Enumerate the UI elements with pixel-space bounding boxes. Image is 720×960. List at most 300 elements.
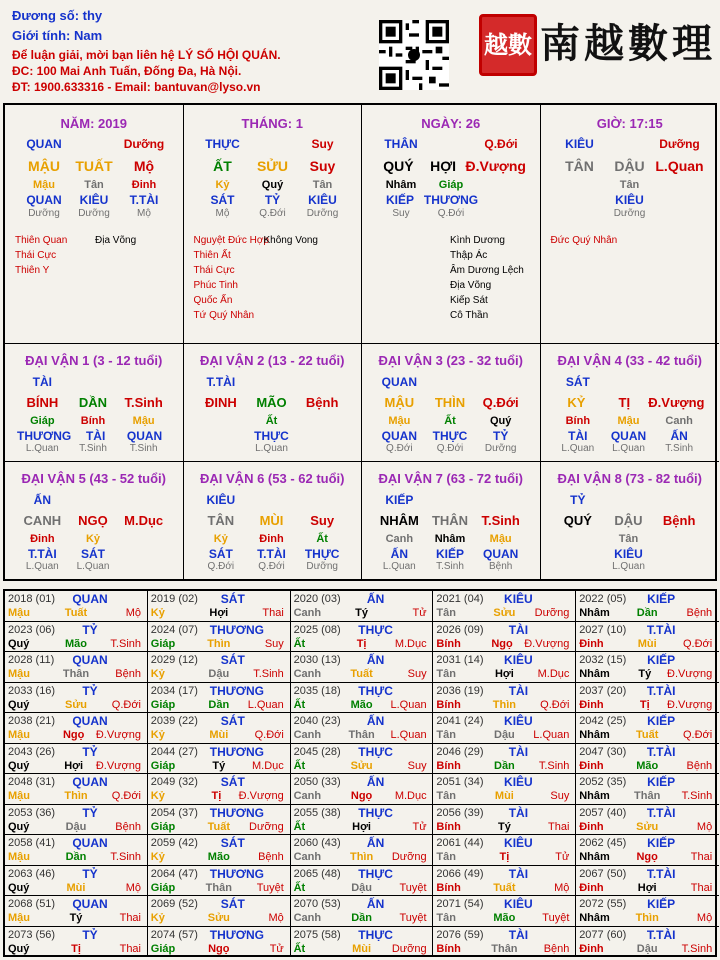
year-branch: Sửu: [350, 759, 373, 772]
year-cell: [5, 713, 148, 744]
year-ten-god: TỶ: [82, 622, 98, 637]
year-cell: [433, 591, 576, 622]
pillar-hidden-gods-cell: T.TÀI: [129, 193, 159, 207]
year-pillar: [293, 912, 431, 924]
year-branch: Dậu: [351, 881, 372, 894]
dai-van-title: ĐẠI VẬN 3 (23 - 32 tuổi): [378, 353, 523, 368]
year-branch: Tuất: [207, 820, 230, 833]
year-life-stage: Mộ: [696, 912, 713, 924]
year-branch: Mùi: [209, 729, 229, 741]
year-branch: Thìn: [635, 912, 659, 924]
star-item: Địa Võng: [95, 235, 137, 246]
dai-van-stem-god-cell: [603, 493, 654, 507]
year-life-stage: Q.Đới: [682, 729, 713, 741]
year-stem: Ất: [293, 820, 306, 833]
pillar-life-stage: [19, 208, 169, 219]
year-branch: Mão: [207, 851, 230, 863]
year-life-stage: Đ.Vượng: [95, 729, 141, 741]
year-cell: [5, 683, 148, 714]
year-ten-god: TỶ: [82, 927, 98, 942]
year-branch: Thìn: [64, 790, 88, 802]
dai-van-life-stage-cell: L.Quan: [561, 443, 595, 454]
year-cell: [5, 896, 148, 927]
dai-van-title: ĐẠI VẬN 1 (3 - 12 tuổi): [25, 353, 163, 368]
annual-luck-table: [3, 589, 717, 957]
year-branch: Thân: [634, 790, 661, 802]
pillar-stem-branch-cell: HỢI: [430, 158, 457, 174]
year-cell: [433, 713, 576, 744]
year-ten-god: ẤN: [366, 775, 385, 789]
dai-van-stem-god: [374, 375, 526, 389]
dai-van-stem-branch-cell: Bệnh: [305, 395, 339, 410]
dai-van-hidden-gods-cell: [297, 429, 348, 443]
year-life-stage: Đ.Vượng: [667, 668, 713, 680]
year-pillar: [150, 912, 288, 924]
pillar-life-stage: [376, 208, 526, 219]
year-pillar: [578, 760, 716, 772]
pillar-life-stage-cell: [555, 208, 605, 219]
year-life-stage: Dưỡng: [391, 851, 427, 863]
dai-van-hidden-gods-cell: QUAN: [381, 429, 417, 443]
pillar-stem-god-cell: Dưỡng: [659, 137, 700, 151]
year-pillar: [578, 851, 716, 863]
year-pillar: [7, 699, 145, 711]
year-branch: Ngọ: [636, 851, 658, 863]
year-life-stage: Q.Đới: [682, 637, 713, 650]
dai-van-hidden-gods: [196, 547, 348, 561]
dai-van-3: [362, 344, 541, 462]
year-pillar: [150, 821, 288, 833]
year-stem: Ất: [293, 759, 306, 772]
pillar-stem-branch: [555, 158, 705, 174]
year-life-stage: T.Sinh: [681, 942, 713, 955]
year-life-stage: Bệnh: [115, 820, 141, 833]
star-item: Quốc Ấn: [193, 295, 233, 306]
year-stem: Đinh: [579, 942, 604, 955]
dai-van-life-stage-cell: L.Quan: [612, 561, 645, 572]
year-label: 2049 (32): [150, 776, 198, 788]
pillar-life-stage-cell: Dưỡng: [306, 208, 339, 219]
year-cell: [433, 652, 576, 683]
year-pillar: [150, 699, 288, 711]
dai-van-stem-god-cell: [68, 375, 119, 389]
dai-van-6: [184, 462, 363, 581]
dai-van-stem-god-cell: [246, 493, 297, 507]
dai-van-hidden-stems: [196, 415, 348, 427]
year-branch: Mão: [350, 698, 373, 711]
year-label: 2066 (49): [436, 867, 484, 880]
year-branch: Thìn: [349, 851, 374, 863]
year-branch: Tý: [355, 607, 369, 619]
year-cell: [433, 683, 576, 714]
dai-van-hidden-stems-cell: Mậu: [489, 533, 512, 545]
year-stem: Mậu: [8, 790, 30, 802]
year-stem: Giáp: [150, 637, 176, 650]
star-item: Thái Cực: [15, 250, 57, 261]
year-life-stage: Tuyệt: [399, 881, 427, 894]
year-life-stage: Q.Đới: [111, 698, 141, 711]
year-pillar: [150, 943, 288, 955]
star-item: Thiên Quan: [15, 235, 68, 246]
year-cell: [576, 744, 719, 775]
dai-van-stem-branch-cell: MÃO: [256, 395, 287, 410]
dai-van-hidden-stems-cell: Quý: [489, 415, 512, 427]
year-pillar: [7, 912, 145, 924]
dai-van-hidden-stems-cell: [654, 533, 705, 545]
year-ten-god: KIẾP: [647, 897, 676, 911]
dai-van-stem-god-cell: [297, 375, 348, 389]
year-pillar: [435, 729, 573, 741]
year-cell: [433, 744, 576, 775]
pillar-hidden-stems: [555, 179, 705, 191]
dai-van-hidden-gods-cell: QUAN: [610, 429, 647, 443]
year-cell: [291, 591, 434, 622]
dai-van-stem-god-cell: [425, 375, 476, 389]
year-stem: Kỷ: [150, 790, 165, 802]
year-label: 2068 (51): [8, 898, 56, 910]
dai-van-stem-god-cell: TÀI: [32, 375, 52, 389]
year-branch: Thân: [348, 729, 375, 741]
year-cell: [148, 713, 291, 744]
year-pillar: [578, 699, 716, 711]
year-pillar: [435, 943, 573, 955]
pillar-hidden-stems: [198, 179, 348, 191]
dai-van-hidden-stems-cell: Đinh: [259, 533, 284, 545]
year-label: 2040 (23): [293, 715, 341, 727]
year-cell: [148, 652, 291, 683]
year-label: 2065 (48): [293, 867, 341, 880]
dai-van-stem-branch-cell: ĐINH: [204, 395, 237, 410]
year-branch: Tý: [69, 912, 83, 924]
pillar-stem-branch-cell: Đ.Vượng: [465, 158, 526, 174]
year-pillar: [7, 851, 145, 863]
year-ten-god: T.TÀI: [646, 927, 676, 942]
pillar-1: [5, 105, 184, 344]
year-pillar: [435, 790, 573, 802]
dai-van-hidden-gods-cell: [553, 547, 604, 561]
year-label: 2071 (54): [436, 898, 484, 910]
year-pillar: [7, 638, 145, 650]
dai-van-stem-god-cell: [654, 375, 705, 389]
pillar-hidden-stems: [19, 179, 169, 191]
year-ten-god: KIÊU: [504, 836, 533, 850]
year-life-stage: Thai: [262, 607, 284, 619]
year-ten-god: ẤN: [366, 592, 385, 606]
year-life-stage: Đ.Vượng: [667, 698, 713, 711]
year-life-stage: Tử: [412, 607, 427, 619]
year-ten-god: THƯƠNG: [209, 622, 264, 637]
year-pillar: [578, 790, 716, 802]
dai-van-hidden-gods: [196, 429, 348, 443]
year-life-stage: Q.Đới: [540, 698, 570, 711]
year-stem: Canh: [293, 790, 322, 802]
pillar-hidden-gods: [376, 193, 526, 207]
year-ten-god: QUAN: [72, 592, 108, 606]
year-stem: Mậu: [8, 729, 30, 741]
dai-van-stem-branch: [196, 513, 348, 528]
dai-van-hidden-gods-cell: THỰC: [254, 429, 289, 443]
year-stem: Mậu: [8, 607, 30, 619]
pillar-hidden-gods-cell: SÁT: [210, 193, 235, 207]
pillar-stem-god: [555, 137, 705, 151]
year-pillar: [435, 699, 573, 711]
year-branch: Hợi: [209, 607, 229, 619]
dai-van-hidden-stems-cell: Kỷ: [85, 533, 101, 545]
year-ten-god: T.TÀI: [646, 683, 676, 698]
year-branch: Mão: [636, 759, 659, 772]
year-stem: Bính: [436, 942, 461, 955]
dai-van-hidden-stems-cell: Canh: [665, 415, 693, 427]
star-item: Âm Dương Lệch: [450, 265, 524, 276]
star-item: Không Vong: [263, 235, 318, 246]
year-life-stage: L.Quan: [390, 698, 427, 711]
year-label: 2073 (56): [8, 928, 56, 941]
dai-van-life-stage: [17, 443, 169, 454]
pillar-hidden-gods-cell: [478, 193, 526, 207]
year-branch: Dần: [208, 698, 230, 711]
year-branch: Hợi: [637, 881, 657, 894]
dai-van-stem-branch-cell: M.Dục: [124, 513, 164, 528]
year-life-stage: Suy: [550, 790, 570, 802]
year-cell: [291, 774, 434, 805]
pillar-life-stage: [555, 208, 705, 219]
year-label: 2070 (53): [293, 898, 341, 910]
year-stem: Bính: [436, 698, 461, 711]
year-life-stage: M.Dục: [394, 637, 427, 650]
year-ten-god: TỶ: [82, 866, 98, 881]
year-cell: [291, 683, 434, 714]
star-item: Tứ Quý Nhân: [193, 310, 255, 321]
dai-van-life-stage: [374, 561, 526, 572]
year-ten-god: T.TÀI: [646, 744, 676, 759]
year-stem: Quý: [8, 942, 30, 955]
pillar-hidden-stems-cell: [655, 179, 705, 191]
year-pillar: [150, 882, 288, 894]
pillar-hidden-stems: [376, 179, 526, 191]
year-life-stage: Mộ: [125, 881, 141, 894]
dai-van-hidden-gods-cell: [196, 429, 247, 443]
dai-van-hidden-stems: [553, 533, 705, 545]
dai-van-life-stage: [196, 443, 348, 454]
year-life-stage: T.Sinh: [681, 790, 713, 802]
dai-van-hidden-stems-cell: Ất: [444, 415, 456, 427]
year-ten-god: TÀI: [508, 805, 529, 820]
year-label: 2075 (58): [293, 928, 341, 941]
year-label: 2058 (41): [8, 837, 56, 849]
year-pillar: [293, 943, 431, 955]
year-branch: Tị: [499, 851, 510, 863]
pillar-4: [541, 105, 720, 344]
year-branch: Hợi: [494, 668, 514, 680]
year-cell: [5, 591, 148, 622]
pillar-hidden-gods-cell: QUAN: [26, 193, 62, 207]
dai-van-stem-god-cell: [425, 493, 476, 507]
year-pillar: [435, 760, 573, 772]
pillar-stem-branch-cell: TÂN: [565, 158, 594, 174]
year-life-stage: Đ.Vượng: [238, 790, 284, 802]
year-ten-god: TÀI: [508, 744, 529, 759]
pillar-hidden-stems-cell: Giáp: [438, 179, 464, 191]
year-stem: Tân: [436, 851, 456, 863]
dai-van-stem-god: [17, 375, 169, 389]
year-branch: Dần: [636, 607, 658, 619]
year-stem: Đinh: [579, 698, 604, 711]
year-label: 2055 (38): [293, 806, 341, 819]
year-label: 2036 (19): [436, 684, 484, 697]
year-stem: Tân: [436, 668, 456, 680]
year-pillar: [150, 760, 288, 772]
logo-text: 南越數理: [540, 20, 716, 67]
year-label: 2029 (12): [150, 654, 198, 666]
year-cell: [148, 835, 291, 866]
pillar-life-stage-cell: Q.Đới: [259, 208, 286, 219]
dai-van-stem-branch-cell: CANH: [23, 513, 62, 528]
year-cell: [5, 866, 148, 897]
dai-van-life-stage-cell: [196, 443, 247, 454]
year-label: 2077 (60): [579, 928, 627, 941]
star-item: Phúc Tinh: [193, 280, 238, 291]
pillar-stars-right: [450, 233, 524, 323]
year-ten-god: KIÊU: [504, 653, 533, 667]
dai-van-life-stage-cell: Dưỡng: [306, 561, 338, 572]
year-cell: [148, 774, 291, 805]
year-stem: Canh: [293, 912, 322, 924]
year-ten-god: TỶ: [82, 744, 98, 759]
pillar-hidden-gods-cell: KIÊU: [615, 193, 644, 207]
year-cell: [291, 652, 434, 683]
star-item: Thái Cực: [193, 265, 235, 276]
year-label: 2024 (07): [150, 623, 198, 636]
dai-van-hidden-gods-cell: THỰC: [304, 547, 340, 561]
year-ten-god: THỰC: [358, 805, 393, 820]
pillar-stem-branch-cell: QUÝ: [383, 158, 414, 174]
year-cell: [576, 774, 719, 805]
dai-van-hidden-stems-cell: Đinh: [30, 533, 55, 545]
dai-van-stem-branch-cell: NGỌ: [78, 513, 108, 528]
pillar-stem-branch-cell: Mộ: [133, 158, 155, 174]
year-stem: Kỷ: [150, 668, 165, 680]
pillar-hidden-stems-cell: Đinh: [131, 179, 157, 191]
year-cell: [291, 713, 434, 744]
year-cell: [148, 744, 291, 775]
year-life-stage: L.Quan: [247, 698, 284, 711]
dai-van-title: ĐẠI VẬN 7 (63 - 72 tuổi): [378, 471, 523, 486]
year-life-stage: Q.Đới: [111, 790, 141, 802]
year-life-stage: Dưỡng: [534, 607, 570, 619]
year-label: 2045 (28): [293, 745, 341, 758]
dai-van-stem-god-cell: [68, 493, 119, 507]
dai-van-stem-branch-cell: MÙI: [259, 513, 284, 528]
year-pillar: [578, 607, 716, 619]
dai-van-hidden-stems: [374, 533, 526, 545]
address: ĐC: 100 Mai Anh Tuấn, Đống Đa, Hà Nội.: [12, 64, 242, 78]
dai-van-stem-branch: [17, 513, 169, 528]
year-stem: Quý: [8, 820, 30, 833]
dai-van-5: [5, 462, 184, 581]
dai-van-title: ĐẠI VẬN 8 (73 - 82 tuổi): [557, 471, 702, 486]
year-ten-god: TÀI: [508, 866, 529, 881]
year-branch: Tị: [639, 698, 650, 711]
year-label: 2067 (50): [579, 867, 627, 880]
year-ten-god: THỰC: [358, 866, 393, 881]
year-label: 2035 (18): [293, 684, 341, 697]
year-pillar: [435, 851, 573, 863]
year-branch: Hợi: [64, 759, 84, 772]
year-life-stage: Mộ: [268, 912, 284, 924]
dai-van-hidden-stems-cell: Mậu: [617, 415, 640, 427]
year-label: 2064 (47): [150, 867, 198, 880]
year-cell: [576, 622, 719, 653]
year-stem: Tân: [436, 912, 456, 924]
dai-van-stem-branch: [553, 395, 705, 410]
owner-name: Đương số: thy: [12, 8, 103, 23]
year-branch: Ngọ: [491, 637, 513, 650]
year-label: 2076 (59): [436, 928, 484, 941]
year-life-stage: T.Sinh: [110, 637, 141, 650]
year-stem: Tân: [436, 729, 456, 741]
year-life-stage: T.Sinh: [253, 668, 284, 680]
year-life-stage: Bệnh: [258, 851, 284, 863]
year-stem: Tân: [436, 790, 456, 802]
dai-van-hidden-stems-cell: [553, 533, 604, 545]
year-stem: Giáp: [150, 759, 176, 772]
pillar-2: [184, 105, 363, 344]
year-stem: Bính: [436, 637, 461, 650]
year-label: 2059 (42): [150, 837, 198, 849]
dai-van-hidden-stems-cell: [118, 533, 169, 545]
year-label: 2023 (06): [8, 623, 56, 636]
pillar-hidden-gods: [198, 193, 348, 207]
dai-van-life-stage-cell: L.Quan: [612, 443, 645, 454]
pillar-life-stage-cell: Mộ: [137, 208, 151, 219]
dai-van-title: ĐẠI VẬN 5 (43 - 52 tuổi): [21, 471, 166, 486]
dai-van-hidden-gods: [553, 429, 705, 443]
year-ten-god: THƯƠNG: [209, 805, 264, 820]
year-life-stage: Dưỡng: [249, 820, 284, 833]
year-branch: Thân: [62, 668, 90, 680]
year-cell: [291, 866, 434, 897]
year-label: 2025 (08): [293, 623, 341, 636]
year-branch: Thân: [205, 881, 232, 894]
pillar-life-stage-cell: Dưỡng: [78, 208, 110, 219]
dai-van-stem-god: [196, 493, 348, 507]
dai-van-stem-god: [553, 375, 705, 389]
year-pillar: [578, 821, 716, 833]
dai-van-life-stage-cell: L.Quan: [25, 443, 59, 454]
year-branch: Tuất: [64, 607, 88, 619]
year-ten-god: THỰC: [358, 622, 393, 637]
year-life-stage: M.Dục: [252, 759, 284, 772]
dai-van-hidden-stems-cell: Giáp: [30, 415, 55, 427]
year-pillar: [435, 821, 573, 833]
star-item: Kình Dương: [450, 235, 505, 246]
year-label: 2043 (26): [8, 745, 56, 758]
pillar-hidden-gods-cell: KIẾP: [385, 193, 414, 207]
dai-van-title: ĐẠI VẬN 6 (53 - 62 tuổi): [200, 471, 345, 486]
year-life-stage: Bệnh: [686, 759, 713, 772]
year-branch: Thìn: [492, 698, 516, 711]
year-branch: Dần: [494, 759, 515, 772]
year-stem: Canh: [293, 851, 322, 863]
year-life-stage: Đ.Vượng: [95, 759, 141, 772]
year-life-stage: Bệnh: [686, 607, 713, 619]
year-label: 2019 (02): [150, 593, 198, 605]
year-life-stage: Tuyệt: [256, 881, 284, 894]
year-ten-god: KIÊU: [504, 714, 533, 728]
year-branch: Tị: [211, 790, 222, 802]
pillar-hidden-gods-cell: THƯƠNG: [423, 193, 479, 207]
year-label: 2028 (11): [8, 654, 55, 666]
